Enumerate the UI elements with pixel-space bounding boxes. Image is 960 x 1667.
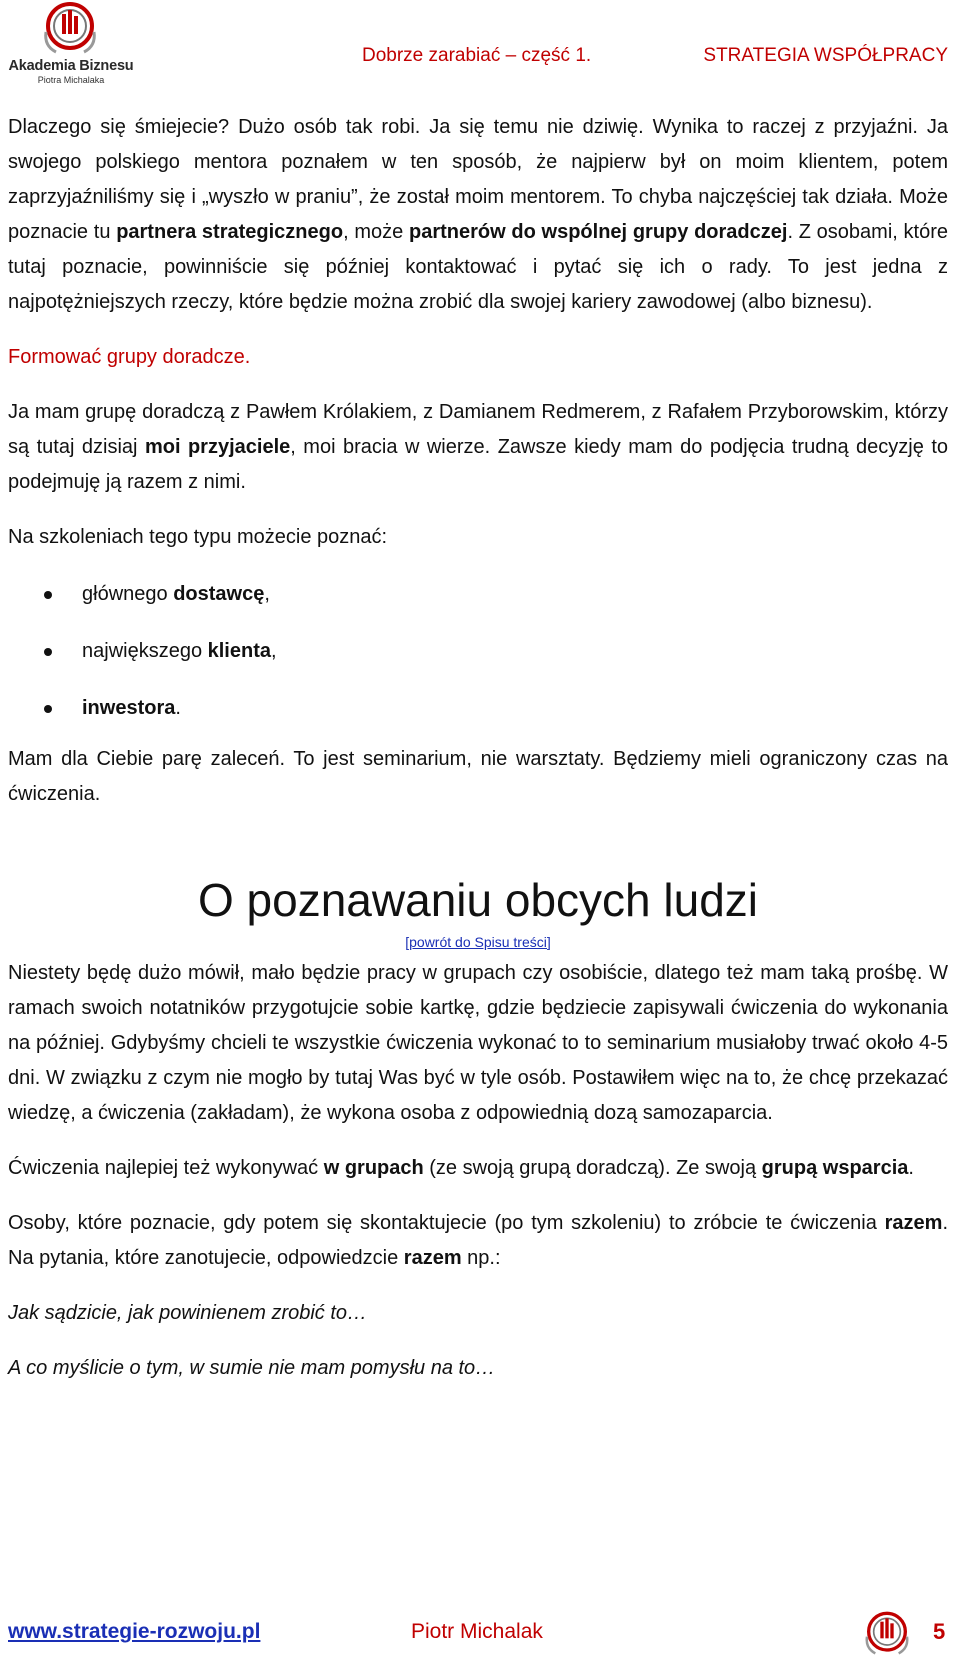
- list-item: inwestora.: [8, 691, 948, 726]
- chapter-title: STRATEGIA WSPÓŁPRACY: [703, 45, 948, 66]
- paragraph: Niestety będę dużo mówił, mało będzie pracy w grupach czy osobiście, dlatego też mam taką prośbę. W ramach swoich notatników przygotujcie sobie kartkę, gdzie będziecie zapisywali ćwiczenia do wykonania na później. Gdybyśmy chcieli te wszystkie ćwiczenia wykonać to to seminarium musiałoby trwać około 4-5 dni. W związku z czym nie mogło by tutaj Was być w tyle osób. Postawiłem więc na to, że chcę przekazać wiedzę, a ćwiczenia (zakładam), że wykona osoba z odpowiednią dozą samozaparcia.: [8, 962, 948, 1124]
- paragraph: Mam dla Ciebie parę zaleceń. To jest seminarium, nie warsztaty. Będziemy mieli ograniczony czas na ćwiczenia.: [8, 748, 948, 805]
- page-header: [0, 0, 960, 90]
- list-item: największego klienta,: [8, 634, 948, 669]
- bold-text: w grupach: [323, 1157, 424, 1179]
- akademia-biznesu-logo: [4, 2, 136, 86]
- page-footer: [0, 1610, 960, 1665]
- paragraph: Ćwiczenia najlepiej też wykonywać w grupach (ze swoją grupą doradczą). Ze swoją grupą wsparcia.: [8, 1157, 914, 1179]
- paragraph: Ja mam grupę doradczą z Pawłem Królakiem, z Damianem Redmerem, z Rafałem Przyborowskim, którzy są tutaj dzisiaj moi przyjaciele, moi bracia w wierze. Zawsze kiedy mam do podjęcia trudną decyzję to podejmuję ją razem z nimi.: [8, 401, 949, 493]
- bold-text: moi przyjaciele: [144, 436, 291, 458]
- author-name: Piotr Michalak: [411, 1620, 543, 1643]
- section-heading: O poznawaniu obcych ludzi: [198, 874, 758, 926]
- document-body: [8, 110, 948, 1386]
- bold-text: partnerów do wspólnej grupy doradczej: [408, 221, 788, 243]
- paragraph: Dlaczego się śmiejecie? Dużo osób tak robi. Ja się temu nie dziwię. Wynika to raczej z przyjaźni. Ja swojego polskiego mentora poznałem w ten sposób, że najpierw był on moim klientem, potem zaprzyjaźniliśmy się i „wyszło w praniu”, że został moim mentorem. To chyba najczęściej tak działa. Może poznacie tu partnera strategicznego, może partnerów do wspólnej grupy doradczej. Z osobami, które tutaj poznacie, powinniście się później kontaktować i pytać się ich o rady. To jest jedna z najpotężniejszych rzeczy, które będzie można zrobić dla swojej kariery zawodowej (albo biznesu).: [8, 116, 948, 313]
- highlighted-line: Formować grupy doradcze.: [8, 346, 251, 368]
- bullet-icon: [44, 705, 52, 713]
- back-to-contents-link[interactable]: [powrót do Spisu treści]: [405, 934, 551, 950]
- example-question: A co myślicie o tym, w sumie nie mam pomysłu na to…: [8, 1357, 496, 1379]
- bullet-icon: [44, 648, 52, 656]
- bullet-icon: [44, 591, 52, 599]
- page-number: 5: [933, 1619, 946, 1644]
- bold-text: partnera strategicznego: [116, 221, 344, 243]
- footer-logo-icon: [862, 1610, 912, 1660]
- paragraph: Na szkoleniach tego typu możecie poznać:: [8, 526, 388, 548]
- paragraph: Osoby, które poznacie, gdy potem się skontaktujecie (po tym szkoleniu) to zróbcie te ćwiczenia razem. Na pytania, które zanotujecie, odpowiedzcie razem np.:: [8, 1212, 948, 1269]
- logo-subtitle: Piotra Michalaka: [37, 75, 105, 85]
- bullet-list: [8, 577, 948, 726]
- document-title: Dobrze zarabiać – część 1.: [362, 45, 592, 66]
- bold-text: razem: [884, 1212, 943, 1234]
- website-link[interactable]: www.strategie-rozwoju.pl: [8, 1620, 261, 1643]
- logo-name: Akademia Biznesu: [8, 58, 134, 74]
- logo-emblem-icon: [40, 2, 100, 58]
- bold-text: grupą wsparcia: [761, 1157, 909, 1179]
- list-item: głównego dostawcę,: [8, 577, 948, 612]
- example-question: Jak sądzicie, jak powinienem zrobić to…: [8, 1302, 368, 1324]
- bold-text: razem: [403, 1247, 462, 1269]
